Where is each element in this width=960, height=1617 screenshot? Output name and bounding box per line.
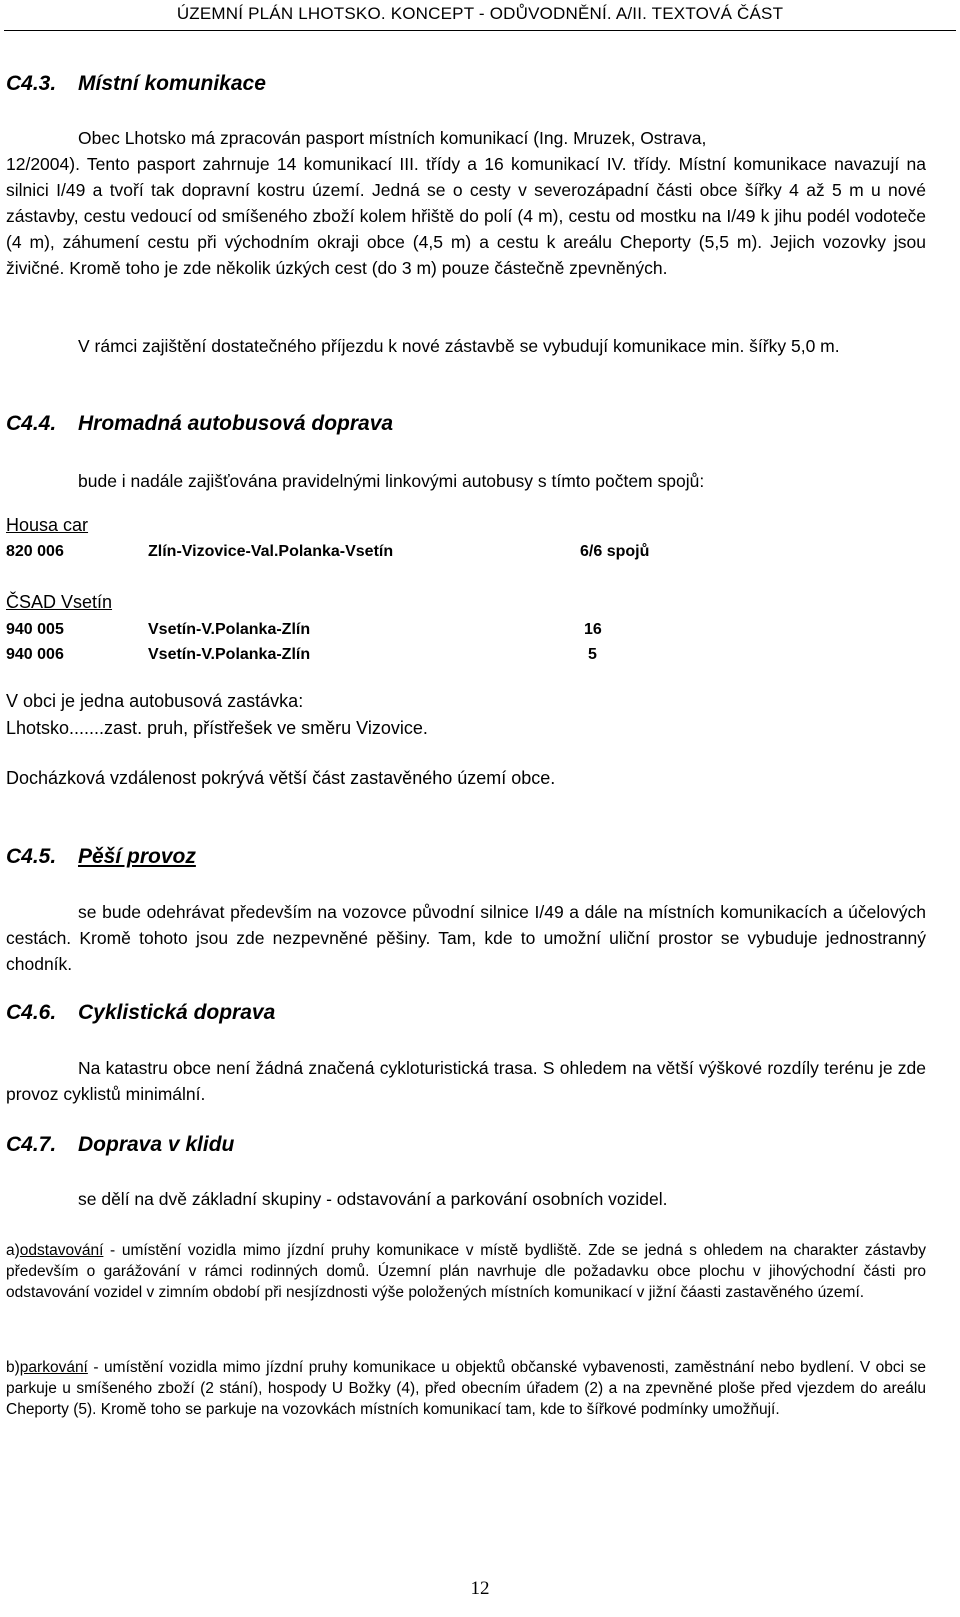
term-odstavovani: odstavování <box>19 1242 104 1259</box>
section-heading-c47 <box>6 1133 234 1157</box>
section-title: Hromadná autobusová doprava <box>78 412 394 435</box>
bus-line-number: 820 006 <box>6 543 64 560</box>
paragraph-local-roads <box>6 125 926 281</box>
paragraph-bus-intro <box>6 468 926 494</box>
paragraph-new-roads <box>6 333 926 359</box>
bus-stop-detail: Lhotsko.......zast. pruh, přístřešek ve směru Vizovice. <box>6 718 428 738</box>
section-title: Doprava v klidu <box>78 1133 235 1156</box>
bus-operator-name: Housa car <box>6 515 89 535</box>
term-parkovani: parkování <box>19 1359 88 1376</box>
section-heading-c44 <box>6 412 393 436</box>
paragraph-parking-intro <box>6 1186 926 1212</box>
list-marker: b) <box>6 1359 20 1376</box>
section-title: Místní komunikace <box>78 72 266 95</box>
paragraph-storage <box>6 1240 926 1303</box>
paragraph-text: - umístění vozidla mimo jízdní pruhy komunikace v místě bydliště. Zde se jedná s ohledem na charakter zástavby především o garážování v rámci rodinných domů. Územní plán navrhuje dle požadavku obce plochu v jihovýchodní části pro odstavování vozidel v zimním období při nesjízdnosti výše položených místních komunikací v jižní čáasti zastavěného území. <box>6 1242 926 1301</box>
paragraph-text: - umístění vozidla mimo jízdní pruhy komunikace u objektů občanské vybavenosti, zaměstnání nebo bydlení. V obci se parkuje u smíšeného zboží (2 stání), hospody U Božky (4), před obecním úřadem (2) a na zpevněné ploše před vjezdem do areálu Cheporty (5). Kromě toho se parkuje na vozovkách místních komunikací tam, kde to šířkové podmínky umožňují. <box>6 1359 926 1418</box>
section-number: C4.4. <box>6 412 57 435</box>
bus-coverage-text: Docházková vzdálenost pokrývá větší část zastavěného území obce. <box>6 768 556 788</box>
paragraph-text: bude i nadále zajišťována pravidelnými linkovými autobusy s tímto počtem spojů: <box>78 471 705 491</box>
header-rule <box>4 30 956 31</box>
list-marker: a) <box>6 1242 20 1259</box>
section-number: C4.6. <box>6 1001 57 1024</box>
section-title: Cyklistická doprava <box>78 1001 276 1024</box>
bus-line-number: 940 006 <box>6 646 64 663</box>
paragraph-text: se dělí na dvě základní skupiny - odstavování a parkování osobních vozidel. <box>78 1189 668 1209</box>
paragraph-parking <box>6 1357 926 1420</box>
paragraph-text: Na katastru obce není žádná značená cykloturistická trasa. S ohledem na větší výškové rozdíly terénu je zde provoz cyklistů minimální. <box>6 1058 926 1104</box>
bus-line-trips: 16 <box>584 621 602 638</box>
page-number: 12 <box>470 1578 490 1599</box>
paragraph-text: V rámci zajištění dostatečného příjezdu k nové zástavbě se vybudují komunikace min. šířky 5,0 m. <box>78 336 840 356</box>
bus-stop-intro: V obci je jedna autobusová zastávka: <box>6 691 304 711</box>
bus-line-trips: 6/6 spojů <box>580 543 650 560</box>
bus-line-trips: 5 <box>588 646 597 663</box>
section-heading-c45 <box>6 845 196 869</box>
section-number: C4.5. <box>6 845 57 868</box>
paragraph-cycling <box>6 1055 926 1107</box>
section-heading-c46 <box>6 1001 275 1025</box>
section-number: C4.3. <box>6 72 57 95</box>
paragraph-text: se bude odehrávat především na vozovce původní silnice I/49 a dále na místních komunikacích a účelových cestách. Kromě tohoto jsou zde nezpevněné pěšiny. Tam, kde to umožní uliční prostor se vybuduje jednostranný chodník. <box>6 902 926 974</box>
section-number: C4.7. <box>6 1133 57 1156</box>
paragraph-pedestrian <box>6 899 926 977</box>
paragraph-text: Obec Lhotsko má zpracován pasport místních komunikací (Ing. Mruzek, Ostrava, <box>78 128 707 148</box>
bus-line-number: 940 005 <box>6 621 64 638</box>
running-header: ÚZEMNÍ PLÁN LHOTSKO. KONCEPT - ODŮVODNĚNÍ. A/II. TEXTOVÁ ČÁST <box>176 4 784 23</box>
paragraph-text: 12/2004). Tento pasport zahrnuje 14 komunikací III. třídy a 16 komunikací IV. třídy. Místní komunikace navazují na silnici I/49 a tvoří tak dopravní kostru území. Jedná se o cesty v severozápadní části obce šířky 4 až 5 m u nové zástavby, cestu vedoucí od smíšeného zboží kolem hřiště do polí (4 m), cestu od mostku na I/49 k jihu podél vodoteče (4 m), záhumení cestu při východním okraji obce (4,5 m) a cestu k areálu Cheporty (5,5 m). Jejich vozovky jsou živičné. Kromě toho je zde několik úzkých cest (do 3 m) pouze částečně zpevněných. <box>6 154 926 278</box>
bus-operator-name: ČSAD Vsetín <box>6 592 113 612</box>
section-title: Pěší provoz <box>78 845 196 868</box>
bus-line-route: Zlín-Vizovice-Val.Polanka-Vsetín <box>148 543 394 560</box>
section-heading-c43 <box>6 72 266 96</box>
bus-line-route: Vsetín-V.Polanka-Zlín <box>148 646 311 663</box>
bus-line-route: Vsetín-V.Polanka-Zlín <box>148 621 311 638</box>
